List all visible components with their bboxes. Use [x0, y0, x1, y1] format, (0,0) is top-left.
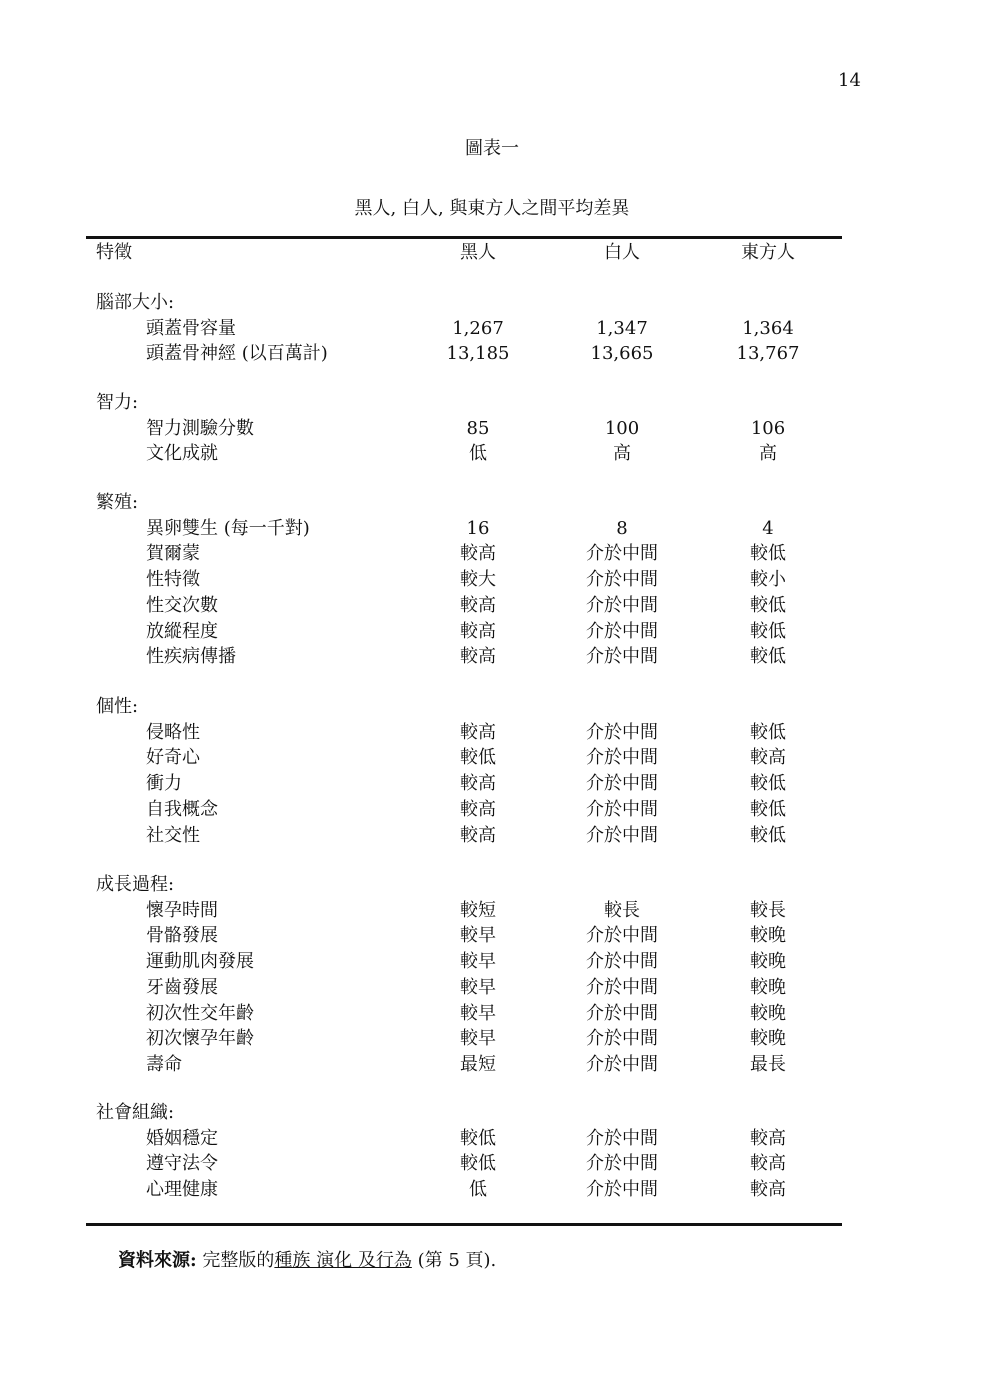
table-row: [0, 797, 984, 823]
cell-white: 介於中間: [586, 951, 658, 973]
cell-east-asian: 最長: [750, 1053, 786, 1075]
row-label: 骨骼發展: [146, 925, 218, 947]
cell-black: 較早: [460, 925, 496, 947]
cell-white: 介於中間: [586, 1153, 658, 1175]
cell-black: 較高: [460, 594, 496, 616]
row-label: 異卵雙生 (每一千對): [146, 517, 310, 539]
table-row: [0, 720, 984, 746]
row-label: 性特徵: [146, 569, 200, 591]
cell-black: 低: [469, 1179, 487, 1201]
group-title: 腦部大小:: [96, 292, 175, 313]
row-label: 牙齒發展: [146, 976, 218, 998]
cell-black: 較早: [460, 951, 496, 973]
group-title-row: [0, 290, 984, 316]
table-row: [0, 1001, 984, 1027]
cell-east-asian: 高: [759, 443, 777, 465]
row-label: 衝力: [146, 773, 182, 795]
table-header-row: [0, 240, 984, 266]
cell-east-asian: 較小: [750, 569, 786, 591]
cell-east-asian: 較低: [750, 824, 786, 846]
cell-white: 介於中間: [586, 1179, 658, 1201]
header-black: 黑人: [460, 242, 496, 263]
table-bottom-rule: [86, 1223, 842, 1226]
cell-white: 介於中間: [586, 1002, 658, 1024]
cell-white: 介於中間: [586, 824, 658, 846]
cell-black: 1,267: [452, 317, 504, 339]
row-label: 運動肌肉發展: [146, 951, 254, 973]
cell-white: 介於中間: [586, 620, 658, 642]
group-title-row: [0, 490, 984, 516]
cell-east-asian: 較低: [750, 543, 786, 565]
table-title: 黑人, 白人, 與東方人之間平均差異: [354, 198, 630, 219]
cell-east-asian: 4: [762, 517, 774, 539]
group-title-row: [0, 1100, 984, 1126]
cell-black: 較早: [460, 976, 496, 998]
cell-white: 介於中間: [586, 646, 658, 668]
row-label: 頭蓋骨容量: [146, 317, 236, 339]
cell-white: 介於中間: [586, 1053, 658, 1075]
cell-east-asian: 13,767: [736, 343, 800, 365]
cell-white: 介於中間: [586, 773, 658, 795]
cell-black: 低: [469, 443, 487, 465]
group-title-row: [0, 694, 984, 720]
cell-east-asian: 較低: [750, 773, 786, 795]
page-number: 14: [838, 70, 861, 91]
cell-white: 13,665: [590, 343, 654, 365]
cell-black: 較早: [460, 1002, 496, 1024]
row-label: 懷孕時間: [146, 899, 218, 921]
table-row: [0, 745, 984, 771]
cell-black: 較高: [460, 824, 496, 846]
row-label: 初次懷孕年齡: [146, 1028, 254, 1050]
row-label: 遵守法令: [146, 1153, 218, 1175]
row-label: 侵略性: [146, 721, 200, 743]
cell-east-asian: 較低: [750, 721, 786, 743]
cell-black: 較早: [460, 1028, 496, 1050]
source-prefix: 完整版的: [202, 1250, 275, 1271]
row-label: 壽命: [146, 1053, 182, 1075]
table-row: [0, 771, 984, 797]
table-row: [0, 316, 984, 342]
cell-black: 較高: [460, 646, 496, 668]
table-row: [0, 441, 984, 467]
cell-east-asian: 較低: [750, 620, 786, 642]
source-suffix: (第 5 頁).: [417, 1250, 497, 1271]
table-row: [0, 1052, 984, 1078]
cell-white: 較長: [604, 899, 640, 921]
table-row: [0, 1177, 984, 1203]
cell-white: 介於中間: [586, 1028, 658, 1050]
cell-east-asian: 較低: [750, 798, 786, 820]
cell-east-asian: 較低: [750, 646, 786, 668]
table-row: [0, 593, 984, 619]
cell-east-asian: 較高: [750, 1179, 786, 1201]
cell-white: 高: [613, 443, 631, 465]
row-label: 智力測驗分數: [146, 417, 254, 439]
source-note: [118, 1246, 496, 1272]
row-label: 自我概念: [146, 798, 218, 820]
group-title: 個性:: [96, 696, 139, 717]
cell-east-asian: 較高: [750, 1153, 786, 1175]
cell-east-asian: 較低: [750, 594, 786, 616]
table-row: [0, 923, 984, 949]
table-row: [0, 898, 984, 924]
cell-black: 較低: [460, 1127, 496, 1149]
cell-white: 介於中間: [586, 798, 658, 820]
row-label: 初次性交年齡: [146, 1002, 254, 1024]
cell-black: 85: [466, 417, 490, 439]
cell-east-asian: 較晚: [750, 1028, 786, 1050]
header-white: 白人: [604, 242, 640, 263]
row-label: 賀爾蒙: [146, 543, 200, 565]
cell-east-asian: 106: [750, 417, 786, 439]
cell-white: 介於中間: [586, 747, 658, 769]
table-row: [0, 1026, 984, 1052]
cell-east-asian: 較長: [750, 899, 786, 921]
table-row: [0, 541, 984, 567]
row-label: 好奇心: [146, 747, 200, 769]
cell-black: 13,185: [446, 343, 510, 365]
cell-black: 16: [466, 517, 490, 539]
table-row: [0, 1126, 984, 1152]
cell-east-asian: 較晚: [750, 925, 786, 947]
cell-east-asian: 較晚: [750, 1002, 786, 1024]
table-row: [0, 516, 984, 542]
group-title: 社會組織:: [96, 1102, 175, 1123]
table-row: [0, 416, 984, 442]
cell-white: 介於中間: [586, 976, 658, 998]
cell-east-asian: 1,364: [742, 317, 794, 339]
row-label: 頭蓋骨神經 (以百萬計): [146, 343, 328, 365]
header-feature: 特徵: [96, 242, 132, 263]
row-label: 性疾病傳播: [146, 646, 236, 668]
cell-east-asian: 較高: [750, 1127, 786, 1149]
row-label: 性交次數: [146, 594, 218, 616]
cell-white: 1,347: [596, 317, 648, 339]
header-east-asian: 東方人: [741, 242, 795, 263]
row-label: 心理健康: [146, 1179, 218, 1201]
cell-white: 介於中間: [586, 569, 658, 591]
table-row: [0, 823, 984, 849]
table-row: [0, 975, 984, 1001]
group-title: 成長過程:: [96, 874, 175, 895]
table-row: [0, 567, 984, 593]
cell-black: 較短: [460, 899, 496, 921]
cell-black: 較高: [460, 543, 496, 565]
row-label: 婚姻穩定: [146, 1127, 218, 1149]
group-title-row: [0, 390, 984, 416]
cell-black: 較高: [460, 773, 496, 795]
group-title-row: [0, 872, 984, 898]
cell-white: 介於中間: [586, 1127, 658, 1149]
cell-black: 較高: [460, 798, 496, 820]
figure-title: 圖表一: [465, 138, 519, 159]
group-title: 智力:: [96, 392, 139, 413]
cell-black: 最短: [460, 1053, 496, 1075]
row-label: 文化成就: [146, 443, 218, 465]
table-row: [0, 1151, 984, 1177]
row-label: 社交性: [146, 824, 200, 846]
cell-white: 100: [604, 417, 640, 439]
group-title: 繁殖:: [96, 492, 139, 513]
cell-black: 較低: [460, 1153, 496, 1175]
cell-east-asian: 較晚: [750, 951, 786, 973]
cell-white: 介於中間: [586, 925, 658, 947]
cell-black: 較大: [460, 569, 496, 591]
cell-white: 介於中間: [586, 721, 658, 743]
cell-black: 較低: [460, 747, 496, 769]
table-row: [0, 619, 984, 645]
row-label: 放縱程度: [146, 620, 218, 642]
cell-white: 介於中間: [586, 543, 658, 565]
table-row: [0, 949, 984, 975]
table-top-rule: [86, 236, 842, 239]
table-row: [0, 341, 984, 367]
cell-white: 8: [616, 517, 628, 539]
source-book-title: 種族 演化 及行為: [274, 1250, 412, 1271]
cell-white: 介於中間: [586, 594, 658, 616]
cell-black: 較高: [460, 620, 496, 642]
table-row: [0, 644, 984, 670]
cell-black: 較高: [460, 721, 496, 743]
source-label: 資料來源:: [118, 1250, 197, 1271]
cell-east-asian: 較高: [750, 747, 786, 769]
cell-east-asian: 較晚: [750, 976, 786, 998]
